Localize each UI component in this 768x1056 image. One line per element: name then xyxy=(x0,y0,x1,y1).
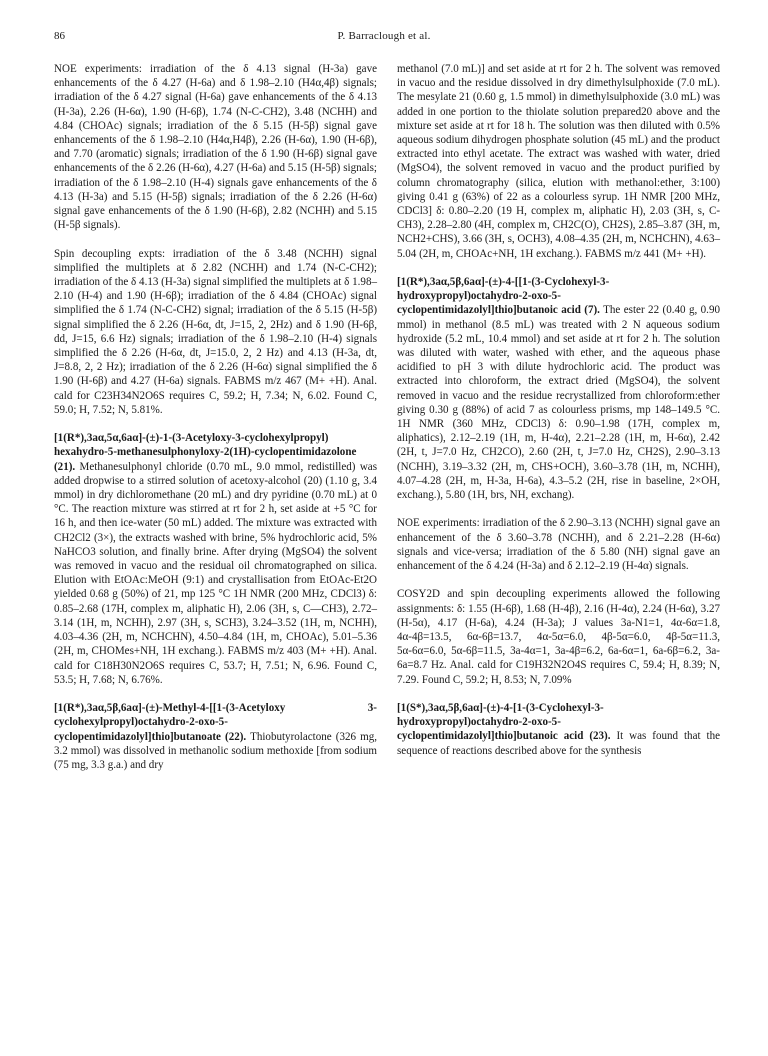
cosy-paragraph: COSY2D and spin decoupling experiments allowed the following assignments: δ: 1.55 (H-6β), 1.68 (H-4β), 2.16 (H-4α), 2.24 (H-6α), 3.27 (H-5α), 4.17 (H-6a), 4.24 (H-3a); J values 3a-N1=1, 4α-6α=1.8, 4α-4β=13.5, 6α-6β=13.7, 4α-5α=6.0, 4β-5α=6.0, 4β-5α=11.3, 5α-6α=6.0, 5α-6β=11.5, 3a-4α=1, 3a-4β=6.2, 6a-6α=1, 6a-6β=6.2, 3a-6a=8.7 Hz. Anal. cald for C19H32N2O4S requires C, 59.4; H, 8.39; N, 7.29. Found C, 59.2; H, 8.53; N, 7.09% xyxy=(397,588,720,686)
acid-23-paragraph xyxy=(397,701,720,758)
compound-21-paragraph xyxy=(54,431,377,687)
running-title: P. Barraclough et al. xyxy=(337,30,431,42)
acid-23-body: It was found that the sequence of reactions described above for the synthesis xyxy=(397,730,720,757)
noe-acid-7-paragraph: NOE experiments: irradiation of the δ 2.90–3.13 (NCHH) signal gave an enhancement of the δ 3.60–3.78 (NCHH), and δ 2.21–2.28 (H-6α) signals and vice-versa; irradiation of the δ 5.80 (NH) signal gave an enhancement of the δ 4.24 (H-3a) and δ 2.12–2.19 (H-4α) signals. xyxy=(397,517,720,573)
page-header xyxy=(0,30,768,46)
acid-7-body: The ester 22 (0.40 g, 0.90 mmol) in methanol (8.5 mL) was treated with 2 N aqueous sodium hydroxide (5.2 mL, 10.4 mmol) and set aside at rt for 2 h. The solution was diluted with water, washed with ether, and the aqueous phase acidified to pH 3 with dilute hydrochloric acid. The product was extracted into chloroform, the extract dried (MgSO4), the solvent removed in vacuo and the residue recrystallized from chloroform:ether giving 0.30 g (88%) of acid 7 as colourless prisms, mp 148–149.5 °C. 1H NMR (360 MHz, CDCl3) δ: 0.90–1.98 (17H, complex m, aliphatics), 2.12–2.19 (1H, m, H-4α), 2.21–2.28 (1H, m, H-6α), 2.42 (2H, t, J=7.0 Hz, CH2CO), 2.60 (2H, t, J=7.0 Hz, CH2S), 2.90–3.13 (NCHH), 3.19–3.32 (2H, m, CHS+OCH), 3.60–3.78 (1H, m, NCHH), 4.07–4.28 (2H, m, H-3a, H-6a), 4.3–5.2 (2H, rise in baseline, 2×OH, exchang.), 5.80 (1H, brs, NH, exchang). xyxy=(397,304,720,502)
compound-21-body: Methanesulphonyl chloride (0.70 mL, 9.0 mmol, redistilled) was added dropwise to a stirred solution of acetoxy-alcohol (20) (1.10 g, 3.4 mmol) in dry dichloromethane (20 mL) and dry pyridine (0.70 mL) at 0 °C. The reaction mixture was stirred at rt for 2 h, set aside at +5 °C for 16 h, and then ice-water (50 mL) added. The mixture was extracted with CH2Cl2 (3×), the extracts washed with brine, 5% hydrochloric acid, 5% NaHCO3 solution, and finally brine. After drying (MgSO4) the solvent was removed in vacuo and the residual oil chromatographed on silica. Elution with EtOAc:MeOH (9:1) and crystallisation from EtOAc-Et2O yielded 0.68 g (50%) of 21, mp 125 °C 1H NMR (200 MHz, CDCl3) δ: 0.85–2.68 (17H, complex m, aliphatic H), 2.06 (3H, s, C—CH3), 2.72–3.14 (1H, m, NCHH), 2.97 (3H, s, SCH3), 3.24–3.52 (1H, m, NCHH), 4.03–4.36 (2H, m, NCHCHN), 4.50–4.84 (1H, m, CHOAc), 5.01–5.36 (2H, m, CHOMes+NH, 1H exchang.). FABMS m/z 403 (M+ +H). Anal. cald for C18H30N2O6S requires C, 53.7; H, 7.51; N, 6.96. Found C, 53.5; H, 7.68; N, 6.76%. xyxy=(54,460,377,686)
compound-21-title: [1(R*),3aα,5α,6aα]-(±)-1-(3-Acetyloxy-3-cyclohexylpropyl) hexahydro-5-methanesulphonyloxy-2(1H)-cyclopentimidazolone (21). xyxy=(54,432,357,473)
compound-22-body: Thiobutyrolactone (326 mg, 3.2 mmol) was dissolved in methanolic sodium methoxide [from sodium (75 mg, 3.3 g.a.) and dry xyxy=(54,730,377,771)
acid-23-title: [1(S*),3aα,5β,6aα]-(±)-4-[1-(3-Cyclohexyl-3-hydroxypropyl)octahydro-2-oxo-5-cyclopentimidazolyl]thio]butanoic acid (23). xyxy=(397,702,611,743)
spin-decoupling-paragraph: Spin decoupling expts: irradiation of the δ 3.48 (NCHH) signal simplified the multiplets at δ 2.82 (NCHH) and 1.74 (N-C-CH2); irradiation of the δ 4.13 (H-3a) signal simplified the multiplets at δ 1.98–2.10 (H-4) and 1.90 (H-6β); irradiation of the δ 4.84 (CHOAc) signal simplified the δ 1.74 (N-C-CH2) signal; irradiation of the δ 5.15 (H-5β) signal simplified the δ 2.26 (H-6α, dt, J=15, 2, 2Hz) and δ 1.90 (H-6β, dd, J=15, 6.6 Hz) signals; irradiation of the δ 1.98–2.10 (H-4) signals simplified the δ 2.26 (H-6α, dt, J=15.0, 2, 2 Hz) and 4.13 (H-3a, dt, J=8.8, 2, 2 Hz); irradiation of the δ 2.26 (H-6α) signal simplified the δ 1.90 (H-6β) and 4.27 (H-6a) signals. FABMS m/z 467 (M+ +H). Anal. cald for C23H34N2O6S requires C, 59.2; H, 7.34; N, 6.02. Found C, 59.0; H, 7.52; N, 5.81%. xyxy=(54,247,377,416)
right-column xyxy=(397,62,720,758)
left-column xyxy=(54,62,377,772)
noe-paragraph: NOE experiments: irradiation of the δ 4.13 signal (H-3a) gave enhancements of the δ 4.27 (H-6a) and δ 1.98–2.10 (H4α,4β) signals; irradiation of the δ 4.27 signal (H-6a) gave enhancements of the δ 4.13 (H-3a), 2.26 (H-6α), 1.90 (H-6β), 1.74 (N-C-CH2), 3.48 (NCHH) and 4.84 (CHOAc) signals; irradiation of the δ 5.15 (H-5β) signal gave enhancements of the δ 1.98–2.10 (H4α,H4β), 2.26 (H-6α), 1.90 (H-6β), and 7.70 (aromatic) signals; irradiation of the δ 1.90 (H-6β) signal gave enhancements of the δ 2.26 (H-6α), 4.27 (H-6a) and 5.15 (H-5β) signals; irradiation of the δ 1.98–2.10 (H-4) signals gave enhancements of the δ 4.13 (H-3a) and 5.15 (H-5β) signals; irradiation of the δ 2.26 (H-6α) signal gave enhancements of the δ 1.90 (H-6β), 2.82 (NCHH) and 5.15 (H-5β signals). xyxy=(54,63,377,232)
compound-22-title: [1(R*),3aα,5β,6aα]-(±)-Methyl-4-[[1-(3-Acetyloxy 3-cyclohexylpropyl)octahydro-2-oxo-5-cyclopentimidazolyl]thio]butanoate (22). xyxy=(54,702,377,743)
acid-7-title: [1(R*),3aα,5β,6aα]-(±)-4-[[1-(3-Cyclohexyl-3-hydroxypropyl)octahydro-2-oxo-5-cyclopentimidazolyl]thio]butanoic acid (7). xyxy=(397,276,610,317)
compound-22-continued-paragraph: methanol (7.0 mL)] and set aside at rt for 2 h. The solvent was removed in vacuo and the residue dissolved in dry dimethylsulphoxide (7.0 mL). The mesylate 21 (0.60 g, 1.5 mmol) in dimethylsulphoxide (3.0 mL) was added in one portion to the thiolate solution prepared20 above and the mixture set aside at rt for 18 h. The solution was then diluted with 0.5% aqueous sodium dihydrogen phosphate solution (45 mL) and the product extracted into ethyl acetate. The extract was washed with water, dried (MgSO4), the solvent removed in vacuo and the product purified by column chromatography (silica, elution with methanol:ether, 3:100) giving 0.41 g (63%) of 22 as a colourless syrup. 1H NMR [200 MHz, CDCl3] δ: 0.80–2.20 (19 H, complex m, aliphatic H), 2.03 (3H, s, C-CH3), 2.28–2.80 (4H, complex m, CH2C(O), CH2S), 2.85–3.87 (3H, m, NCH2+CHS), 3.66 (3H, s, OCH3), 4.08–4.35 (2H, m, NCHCHN), 4.63–5.04 (2H, m, CHOAc+NH, 1H exchang.). FABMS m/z 441 (M+ +H). xyxy=(397,63,720,260)
compound-22-paragraph xyxy=(54,701,377,772)
acid-7-paragraph xyxy=(397,275,720,502)
page-number: 86 xyxy=(54,30,65,42)
